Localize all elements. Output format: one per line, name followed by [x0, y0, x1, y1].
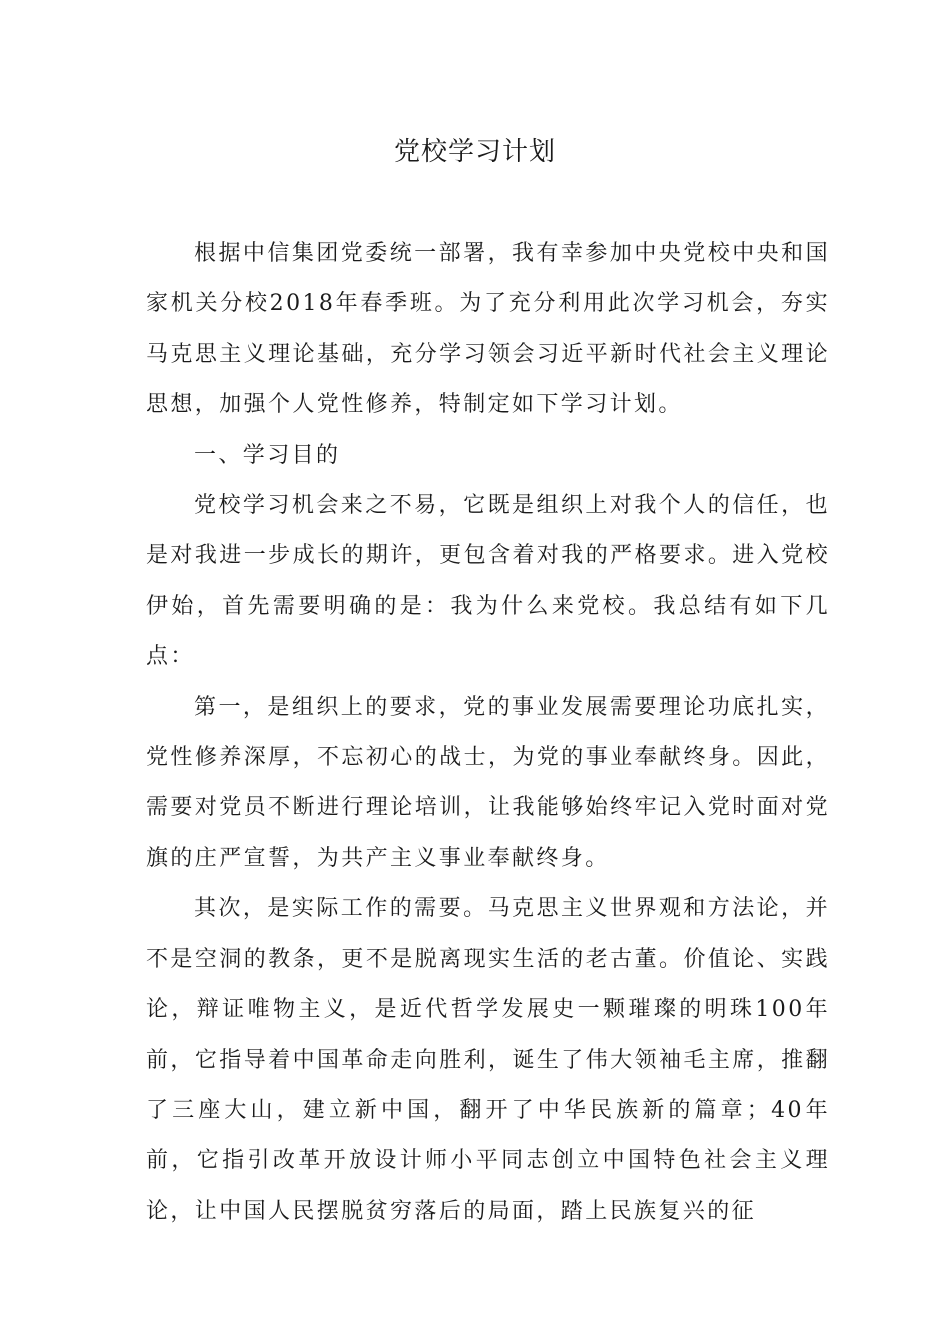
paragraph-second-reason: 其次，是实际工作的需要。马克思主义世界观和方法论，并不是空洞的教条，更不是脱离现实生活的老古董。价值论、实践论，辩证唯物主义，是近代哲学发展史一颗璀璨的明珠100年前，它指导着中国革命走向胜利，诞生了伟大领袖毛主席，推翻了三座大山，建立新中国，翻开了中华民族新的篇章；40年前，它指引改革开放设计师小平同志创立中国特色社会主义理论，让中国人民摆脱贫穷落后的局面，踏上民族复兴的征 — [146, 896, 830, 1224]
paragraph-first-reason: 第一，是组织上的要求，党的事业发展需要理论功底扎实，党性修养深厚，不忘初心的战士，为党的事业奉献终身。因此，需要对党员不断进行理论培训，让我能够始终牢记入党时面对党旗的庄严宣誓，为共产主义事业奉献终身。 — [146, 694, 830, 871]
document-body — [146, 229, 830, 1237]
document-title: 党校学习计划 — [393, 137, 556, 167]
paragraph-intro: 根据中信集团党委统一部署，我有幸参加中央党校中央和国家机关分校2018年春季班。为了充分利用此次学习机会，夯实马克思主义理论基础，充分学习领会习近平新时代社会主义理论思想，加强个人党性修养，特制定如下学习计划。 — [146, 241, 830, 418]
paragraph-purpose: 党校学习机会来之不易，它既是组织上对我个人的信任，也是对我进一步成长的期许，更包含着对我的严格要求。进入党校伊始，首先需要明确的是：我为什么来党校。我总结有如下几点： — [146, 493, 830, 670]
section-heading-purpose: 一、学习目的 — [194, 442, 341, 468]
